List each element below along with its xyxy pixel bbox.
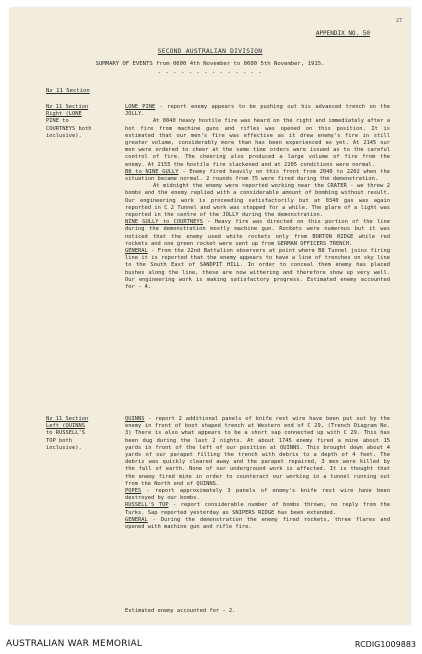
paragraph [125,169,390,183]
paragraph [125,502,390,516]
appendix-label: APPENDIX NO. 50 [315,30,370,37]
para-text: At midnight the enemy were reported working near the CRATER - we threw 2 bombs and the enemy replied with a considerable amount of bombing without result. Our engineering work is proceeding satisfactorily but at 0340 gas was again reported in C 2 Tunnel and work was stopped for a while. The glare of a light was reported in the centre of the JOLLY during the demonstration. [125,183,390,219]
label-line: Left (QUINNS [46,423,85,430]
document-title: SECOND AUSTRALIAN DIVISION [157,48,263,55]
section-left-body [125,416,390,531]
document-page [10,8,410,624]
divider-dashes: - - - - - - - - - - - - - - [157,70,263,76]
para-text: - Heavy fire was directed on this portion of the line during the demonstration mostly machine gun. Rockets were numerous but it was noticed that the enemy used white rockets only from BORTON RIDGE while red rockets and one green rocket were sent up from GERMAN OFFICERS TRENCH. [125,219,390,247]
paragraph [125,416,390,488]
para-text: - report enemy appears to be pushing out his advanced trench on the JOLLY. [125,104,390,118]
paragraph [125,219,390,248]
paragraph [125,183,390,219]
label-line: TOP both [46,437,72,444]
para-text: - From the 22nd Battalion observers at point where B8 Tunnel joins firing line it is reported that the enemy appears to have a line of trenches on sky line to the South East of SANDPIT HILL. In order to conceal them enemy has placed bushes along the line, these are now withering and therefore show up very well. Our engineering work is making satisfactory progress. Estimated enemy accounted for - 4. [125,248,390,291]
para-lead: LONE PINE [125,104,156,110]
para-text: At 0040 heavy hostile fire was heard on the right and immediately after a hot fire from machine guns and rifles was opened on this position. It is estimated that our men's fire was effective as it drew enemy's fire in still greater volume, considerably more than has been experienced as yet. At 2145 our men were ordered to cheer at the same time orders were issued as to the careful control of fire. The cheering also produced a large volume of fire from the enemy. At 2155 the hostile fire slackened and at 2205 conditions were normal. [125,118,390,168]
paragraph [125,517,390,531]
para-lead: NINE GULLY to COURTNEYS [125,219,203,226]
section-right-label [46,104,122,140]
section-heading: Nz 11 Section [46,88,90,94]
para-text: - report approximately 3 panels of enemy's knife rest wire have been destroyed by our bombs. [125,488,390,502]
label-line: Nz 11 Section [46,416,89,422]
paragraph [125,488,390,502]
para-text: - During the demonstration the enemy fired rockets, three flares and opened with machine gun and rifle fire. [125,516,390,531]
para-lead: GENERAL [125,516,148,523]
label-line: Nz 11 Section [46,104,89,110]
label-line: inclusive). [46,132,82,139]
para-text: - report 2 additional panels of knife rest wire have been put out by the enemy in front of boot shaped trench at Western end of C 29, (Trench Diagram No. 3) There is also what appears to be a short sap connected up with C 29. This has been dug during the last 2 nights. At about 1745 enemy fired a mine about 15 yards in front of the left of our position at QUINNS. This brought down about 4 yards of our parapet filling the trench with debris to a depth of 4 feet. The debris was quickly cleared away and the parapet repaired, 3 men were killed by the fall of earth. None of our underground work is affected. It is thought that the enemy fired mine in order to counteract our working in a tunnel running out from the North end of QUINNS. [125,416,390,487]
label-line: inclusive). [46,444,82,451]
label-line: COURTNEYS both [46,125,92,132]
label-line: Right (LONE [46,111,82,118]
page-number: 27 [395,18,402,24]
label-line: to RUSSELL'S [46,430,85,437]
section-right-body [125,104,390,291]
paragraph [125,248,390,291]
label-line: PINE to [46,118,69,125]
para-text: - Enemy fired heavily on this front from 2040 to 2202 when the situation became normal. 2 rounds from 75 were fired during the demonstration. [125,168,390,183]
section-left-label [46,416,122,452]
paragraph [125,104,390,118]
archive-footer [0,632,422,654]
footer-institution: AUSTRALIAN WAR MEMORIAL [6,639,143,649]
para-lead: RUSSELL'S TOP [125,502,169,509]
para-text: - report considerable number of bombs thrown, no reply from the Turks. Sap reported yesterday as SNIPERS RIDGE has been extended. [125,502,390,516]
para-lead: GENERAL [125,248,148,255]
para-lead: QUINNS [125,416,145,422]
summary-heading: SUMMARY OF EVENTS from 0600 4th November to 0600 5th November, 1915. [95,61,325,67]
paragraph [125,118,390,168]
enemy-estimate: Estimated enemy accounted for - 2. [125,608,236,614]
para-lead: POPES [125,488,142,495]
para-lead: B8 to NINE GULLY [125,168,179,175]
footer-record-id: RCDIG1009883 [354,640,416,649]
